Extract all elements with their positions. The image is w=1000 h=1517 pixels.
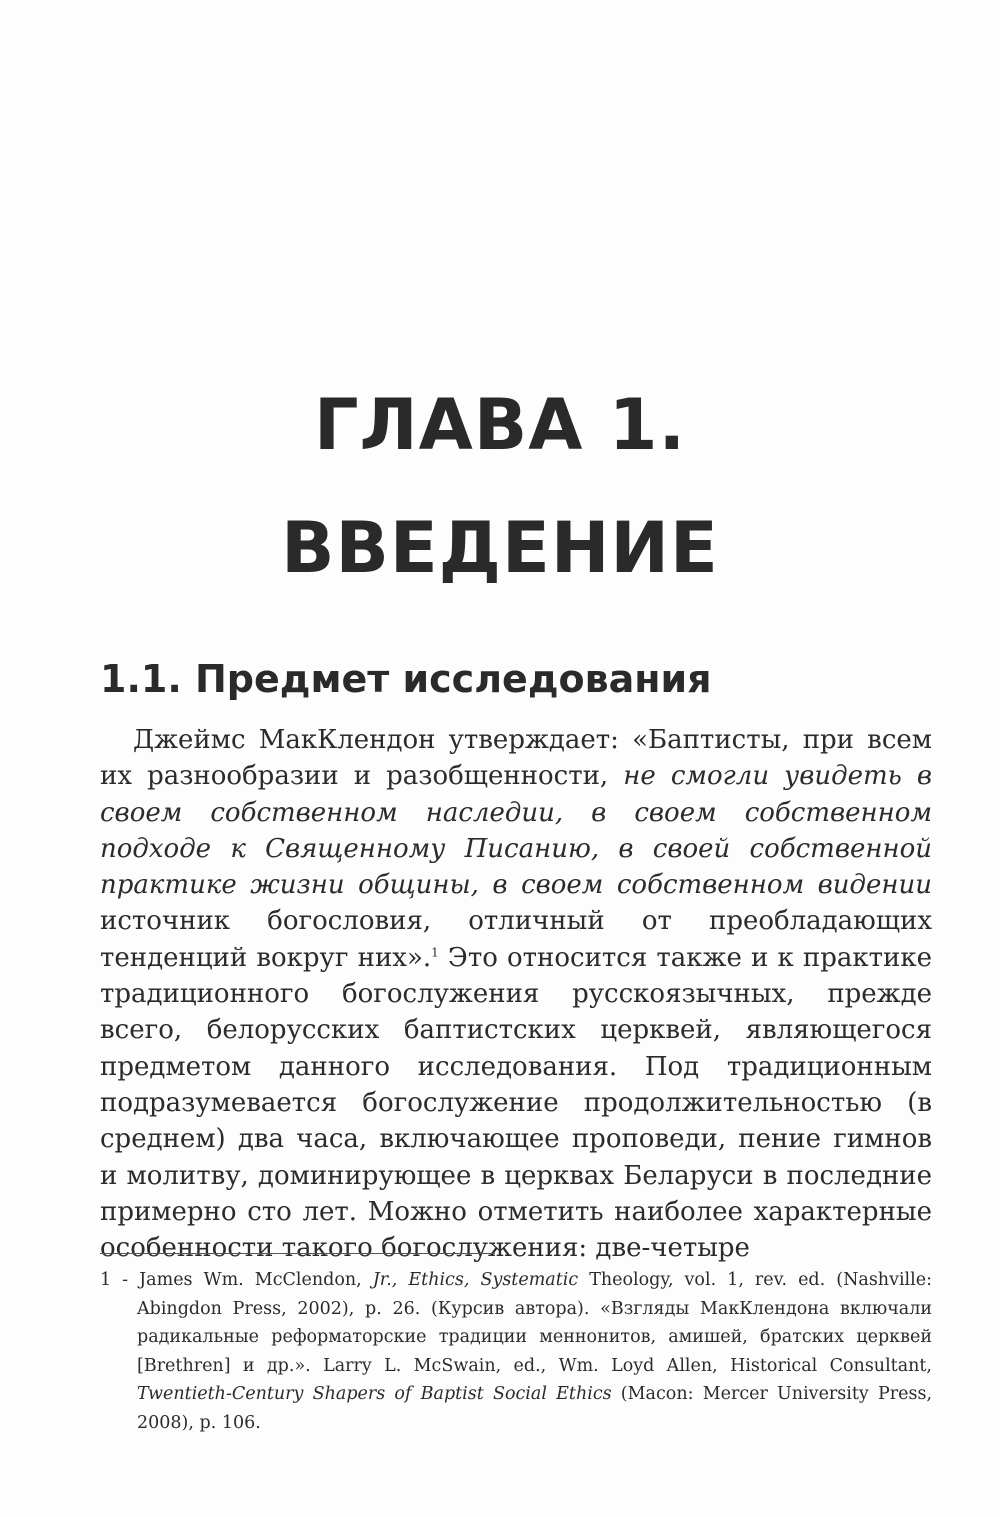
- footnote-marker: 1 -: [100, 1270, 140, 1290]
- chapter-label: ГЛАВА 1.: [313, 384, 687, 466]
- section-heading: 1.1. Предмет исследования: [100, 657, 712, 701]
- footnote-text-run: James Wm. McClendon,: [139, 1270, 373, 1290]
- body-text-run: Джеймс МакКлендон утверждает: «Баптисты, при всем их разнообразии и разобщенности,: [100, 725, 932, 792]
- body-italic-quote: не смогли увидеть в своем собственном наследии, в своем собственном подходе к Священному Писанию, в своей собственной практике жизни общины, в своем собственном видении: [100, 761, 932, 901]
- body-text-run: источник богословия, отличный от преобладающих тенденций вокруг них».: [100, 906, 932, 973]
- footnote-divider: [100, 1253, 495, 1254]
- chapter-title: ВВЕДЕНИЕ: [281, 507, 719, 589]
- footnote-italic-run: Jr., Ethics, Systematic: [372, 1270, 579, 1290]
- footnote-book-title: Twentieth-Century Shapers of Baptist Social Ethics: [137, 1384, 612, 1404]
- footnote-text-run: (Macon: Mercer University Press, 2008), p. 106.: [137, 1384, 933, 1433]
- footnote: [100, 1266, 932, 1437]
- body-paragraph: [100, 722, 932, 1266]
- body-text-run: Это относится также и к практике традиционного богослужения русскоязычных, прежде всего, белорусских баптистских церквей, являющегося предметом данного исследования. Под традиционным подразумевается богослужение продолжительностью (в среднем) два часа, включающее проповеди, пение гимнов и молитву, доминирующее в церквах Беларуси в последние примерно сто лет. Можно отметить наиболее характерные особенности такого богослужения: две-четыре: [100, 942, 932, 1264]
- footnote-text-run: Theology, vol. 1, rev. ed. (Nashville: Abingdon Press, 2002), p. 26. (Курсив автора). «Взгляды МакКлендона включали радикальные реформаторские традиции меннонитов, амишей, братских церквей [Brethren] и др.». Larry L. McSwain, ed., Wm. Loyd Allen, Historical Consultant,: [137, 1270, 932, 1376]
- footnote-reference[interactable]: 1: [431, 945, 439, 960]
